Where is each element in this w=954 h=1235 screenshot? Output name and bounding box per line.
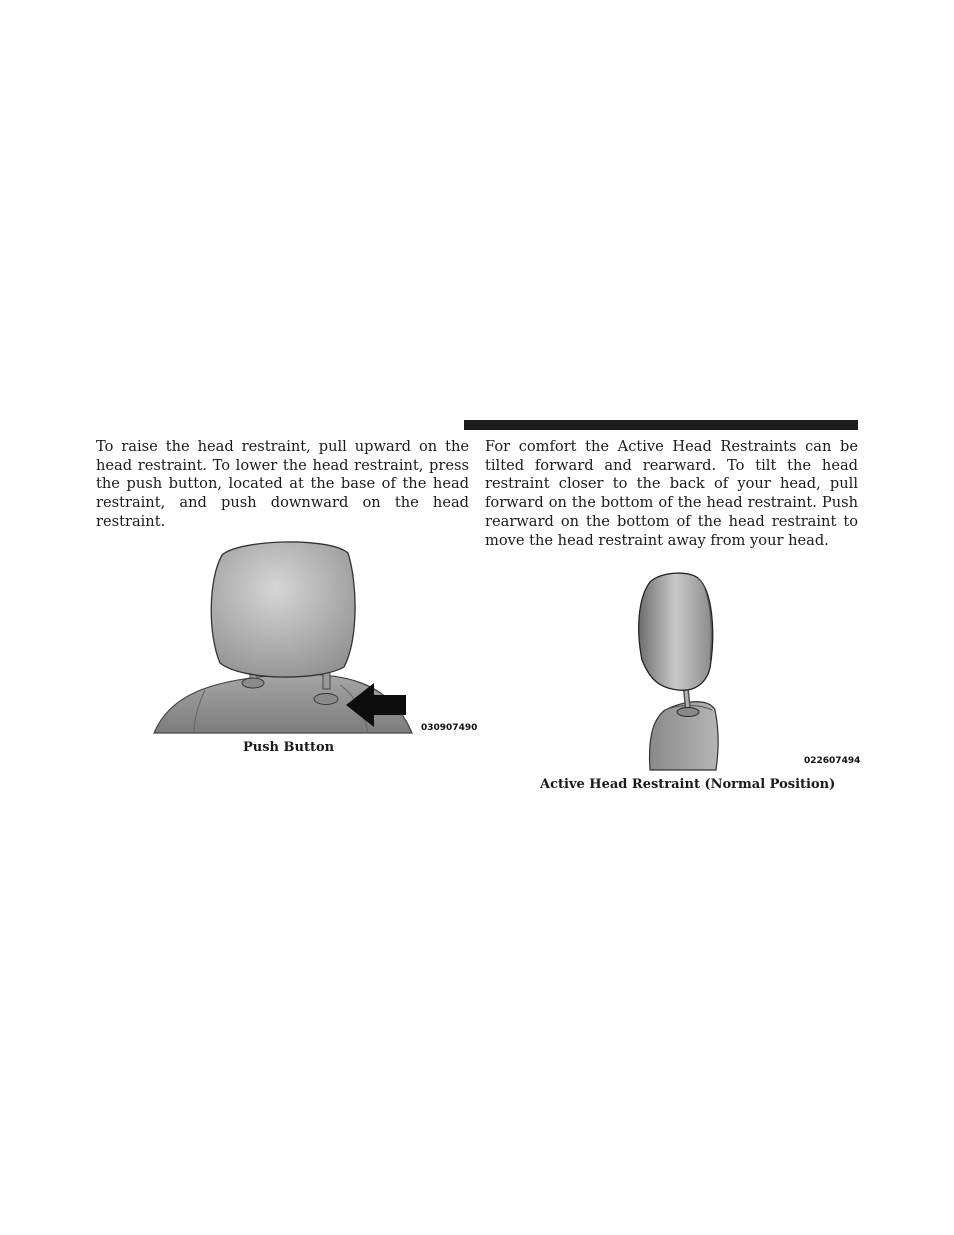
active-head-restraint-illustration xyxy=(620,560,860,770)
push-button-illustration xyxy=(150,535,478,735)
instruction-paragraph-raise-lower: To raise the head restraint, pull upward on the head restraint. To lower the head restraint, press the push button, located at the base of the head restraint, and push downward on the head restraint. xyxy=(96,438,469,530)
figure-code: 022607494 xyxy=(804,756,861,766)
figure-caption: Push Button xyxy=(243,740,335,755)
figure-caption: Active Head Restraint (Normal Position) xyxy=(540,777,836,792)
figure-code: 030907490 xyxy=(421,723,478,733)
section-divider-bar xyxy=(464,420,858,430)
instruction-paragraph-tilt: For comfort the Active Head Restraints can be tilted forward and rearward. To tilt the head restraint closer to the back of your head, pull forward on the bottom of the head restraint. Push rearward on the bottom of the head restraint to move the head restraint away from your head. xyxy=(485,438,858,549)
